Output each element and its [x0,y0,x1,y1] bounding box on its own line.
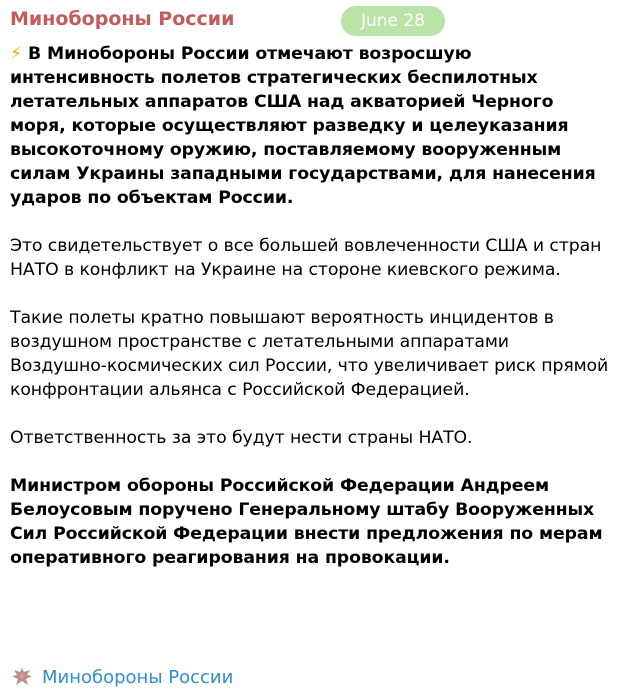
message-footer [10,664,233,690]
paragraph-text: В Минобороны России отмечают возросшую интенсивность полетов стратегических беспилотных летательных аппаратов США над акваторией Черного моря, которые осуществляют разведку и целеуказания высокоточному оружию, поставляемому вооруженным силам Украины западными государствами, для нанесения ударов по объектам России. [10,44,596,208]
paragraph-5: Министром обороны Российской Федерации Андреем Белоусовым поручено Генеральному штабу Вооруженных Сил Российской Федерации внести предложения по мерам оперативного реагирования на провокации. [10,476,603,568]
lead-paragraph [10,42,610,210]
message-header [10,6,610,34]
paragraph-2: Это свидетельствует о все большей вовлеченности США и стран НАТО в конфликт на Украине на стороне киевского режима. [10,236,602,280]
lightning-icon: ⚡ [10,44,23,64]
channel-name[interactable]: Минобороны России [10,8,235,30]
paragraph-3: Такие полеты кратно повышают вероятность инцидентов в воздушном пространстве с летательными аппаратами Воздушно-космических сил России, что увеличивает риск прямой конфронтации альянса с Российской Федерацией. [10,308,609,400]
paragraph-4: Ответственность за это будут нести страны НАТО. [10,428,473,448]
message-body [10,42,610,570]
channel-link[interactable]: Минобороны России [42,666,234,688]
date-badge: June 28 [341,6,445,36]
eagle-emblem-icon [10,666,34,688]
